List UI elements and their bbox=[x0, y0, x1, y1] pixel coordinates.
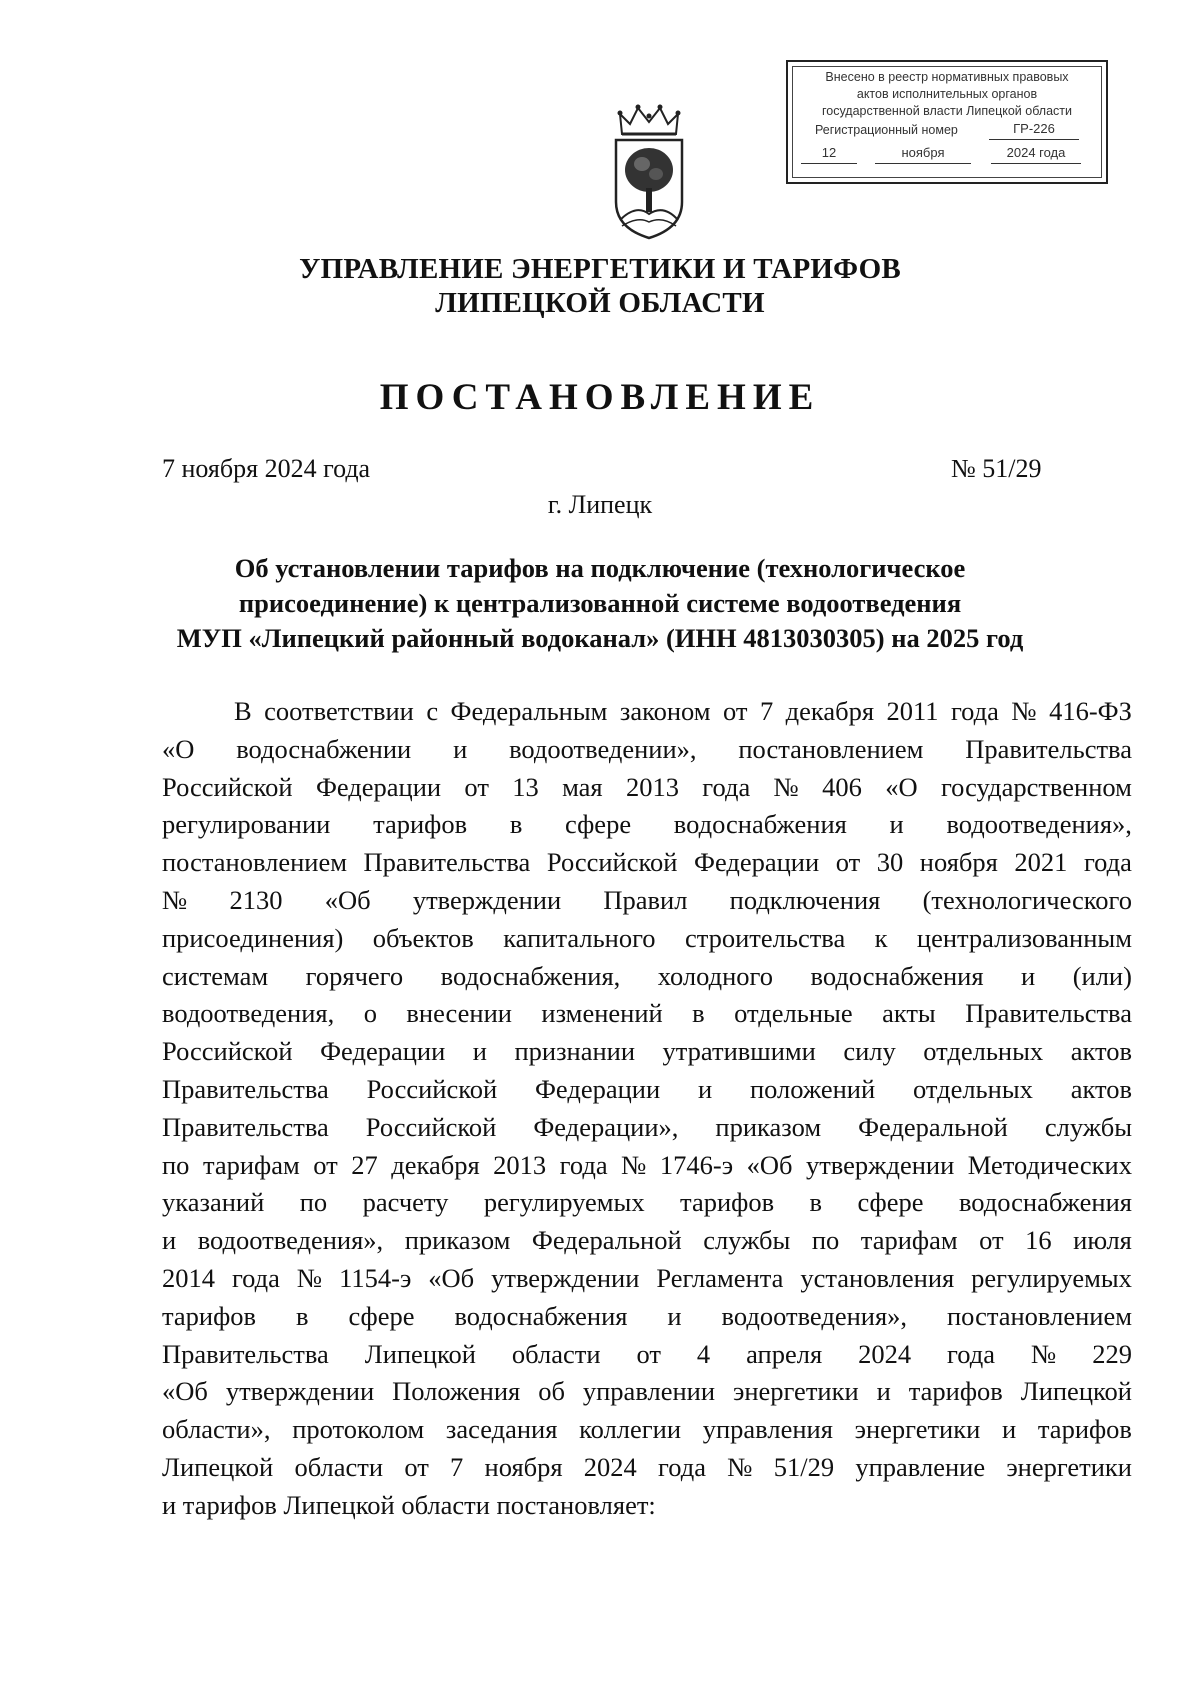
stamp-month: ноября bbox=[875, 145, 971, 164]
stamp-line-1: Внесено в реестр нормативных правовых bbox=[825, 70, 1069, 84]
stamp-inner-border bbox=[792, 66, 1102, 178]
body-line: Правительства Липецкой области от 4 апреля 2024 года № 229 bbox=[162, 1338, 1132, 1369]
body-line: постановлением Правительства Российской Федерации от 30 ноября 2021 года bbox=[162, 847, 1132, 878]
body-line: водоотведения, о внесении изменений в отдельные акты Правительства bbox=[162, 998, 1132, 1029]
body-line: В соответствии с Федеральным законом от 7 декабря 2011 года № 416-ФЗ bbox=[234, 696, 1132, 726]
document-type-title: ПОСТАНОВЛЕНИЕ bbox=[379, 377, 821, 418]
registry-stamp bbox=[786, 60, 1108, 184]
stamp-line-3: государственной власти Липецкой области bbox=[821, 104, 1073, 118]
body-line: и тарифов Липецкой области постановляет: bbox=[162, 1489, 656, 1520]
body-line: области», протоколом заседания коллегии управления энергетики и тарифов bbox=[162, 1414, 1132, 1445]
body-line: по тарифам от 27 декабря 2013 года № 1746-э «Об утверждении Методических bbox=[162, 1149, 1132, 1180]
body-line: присоединения) объектов капитального строительства к централизованным bbox=[162, 922, 1132, 953]
subject-line-1: Об установлении тарифов на подключение (технологическое bbox=[234, 553, 966, 583]
stamp-line-2: актов исполнительных органов bbox=[856, 87, 1038, 101]
document-subject bbox=[130, 551, 1070, 656]
body-line: указаний по расчету регулируемых тарифов в сфере водоснабжения bbox=[162, 1187, 1132, 1218]
agency-name-line-2: ЛИПЕЦКОЙ ОБЛАСТИ bbox=[435, 287, 765, 319]
body-line: «Об утверждении Положения об управлении энергетики и тарифов Липецкой bbox=[162, 1376, 1132, 1407]
document-date: 7 ноября 2024 года bbox=[162, 454, 371, 483]
body-line: Липецкой области от 7 ноября 2024 года № 51/29 управление энергетики bbox=[162, 1451, 1132, 1482]
body-line: Правительства Российской Федерации», приказом Федеральной службы bbox=[162, 1111, 1132, 1142]
body-line: Правительства Российской Федерации и положений отдельных актов bbox=[162, 1073, 1132, 1104]
subject-line-2: присоединение) к централизованной системе водоотведения bbox=[238, 588, 962, 618]
document-body bbox=[162, 693, 1132, 1525]
stamp-reg-label: Регистрационный номер bbox=[815, 123, 958, 137]
body-line: Российской Федерации и признании утратившими силу отдельных актов bbox=[162, 1036, 1132, 1067]
stamp-reg-number: ГР-226 bbox=[989, 121, 1079, 140]
agency-name-line-1: УПРАВЛЕНИЕ ЭНЕРГЕТИКИ И ТАРИФОВ bbox=[299, 253, 901, 285]
body-line: тарифов в сфере водоснабжения и водоотведения», постановлением bbox=[162, 1300, 1132, 1331]
stamp-year: 2024 года bbox=[991, 145, 1081, 164]
body-line: и водоотведения», приказом Федеральной службы по тарифам от 16 июля bbox=[162, 1225, 1132, 1256]
body-line: 2014 года № 1154-э «Об утверждении Регламента установления регулируемых bbox=[162, 1262, 1132, 1293]
body-line: регулировании тарифов в сфере водоснабжения и водоотведения», bbox=[162, 809, 1132, 840]
document-number: № 51/29 bbox=[951, 454, 1042, 483]
body-line: № 2130 «Об утверждении Правил подключения (технологического bbox=[162, 884, 1132, 915]
lipetsk-coat-of-arms-icon bbox=[608, 104, 690, 240]
subject-line-3: МУП «Липецкий районный водоканал» (ИНН 4813030305) на 2025 год bbox=[176, 623, 1024, 653]
body-line: системам горячего водоснабжения, холодного водоснабжения и (или) bbox=[162, 960, 1132, 991]
stamp-day: 12 bbox=[801, 145, 857, 164]
document-city: г. Липецк bbox=[547, 490, 653, 519]
body-line: Российской Федерации от 13 мая 2013 года № 406 «О государственном bbox=[162, 771, 1132, 802]
body-line: «О водоснабжении и водоотведении», постановлением Правительства bbox=[162, 733, 1132, 764]
